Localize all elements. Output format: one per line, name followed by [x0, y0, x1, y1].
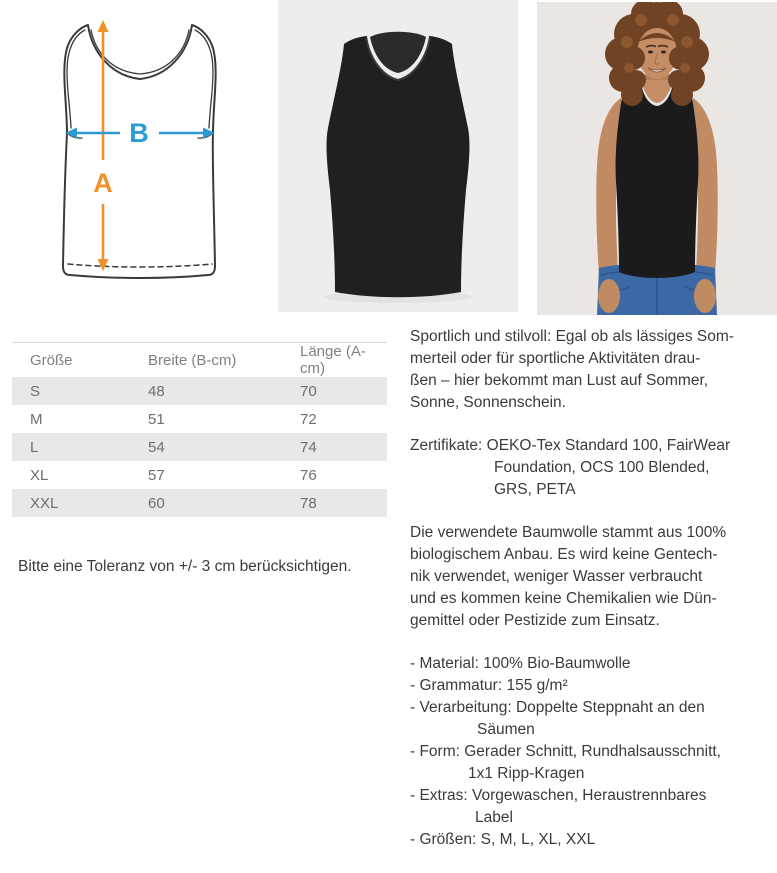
description-intro-paragraph [410, 326, 766, 414]
length-cell: 74 [300, 438, 317, 456]
list-item-continuation: Säumen [477, 721, 535, 738]
length-cell: 70 [300, 382, 317, 400]
certificates-paragraph [410, 435, 766, 501]
text-line: merteil oder für sportliche Aktivitäten drau- [410, 350, 701, 367]
width-cell: 57 [148, 466, 165, 484]
list-item-continuation: Label [475, 809, 513, 826]
size-cell: M [30, 410, 43, 428]
text-line: Zertifikate: OEKO-Tex Standard 100, FairWear [410, 437, 731, 454]
text-line: Sportlich und stilvoll: Egal ob als lässiges Som- [410, 328, 734, 345]
text-line: Sonne, Sonnenschein. [410, 394, 566, 411]
length-label: A [93, 168, 113, 198]
width-cell: 48 [148, 382, 165, 400]
size-cell: XL [30, 466, 49, 484]
text-line: nik verwendet, weniger Wasser verbraucht [410, 568, 703, 585]
table-row [12, 405, 387, 433]
list-item: - Grammatur: 155 g/m² [410, 677, 568, 694]
product-image-flat[interactable] [278, 0, 518, 312]
cotton-paragraph [410, 522, 766, 632]
list-item: - Material: 100% Bio-Baumwolle [410, 655, 631, 672]
product-image-model[interactable] [537, 2, 777, 315]
width-cell: 60 [148, 494, 165, 512]
length-cell: 72 [300, 410, 317, 428]
length-cell: 76 [300, 466, 317, 484]
list-item: - Form: Gerader Schnitt, Rundhalsausschnitt, [410, 743, 721, 760]
column-header-length: Länge (A-cm) [300, 343, 366, 377]
size-cell: L [30, 438, 39, 456]
model-tank-top [616, 84, 699, 278]
model-wearing-tank-top-image [537, 2, 777, 315]
text-line: GRS, PETA [494, 481, 576, 498]
column-header-width: Breite (B-cm) [148, 351, 237, 369]
text-line: Die verwendete Baumwolle stammt aus 100% [410, 524, 727, 541]
black-tank-top-image [278, 0, 518, 312]
list-item: - Verarbeitung: Doppelte Steppnaht an den [410, 699, 705, 716]
size-chart-table [12, 342, 387, 517]
width-cell: 54 [148, 438, 165, 456]
details-list [410, 653, 766, 851]
table-row [12, 489, 387, 517]
size-cell: S [30, 382, 41, 400]
text-line: ßen – hier bekommt man Lust auf Sommer, [410, 372, 709, 389]
text-line: gemittel oder Pestizide zum Einsatz. [410, 612, 660, 629]
list-item: - Größen: S, M, L, XL, XXL [410, 831, 596, 848]
size-diagram-illustration [22, 8, 257, 303]
width-label: B [129, 118, 149, 148]
tank-outline [63, 25, 216, 278]
text-line: biologischem Anbau. Es wird keine Gentech- [410, 546, 718, 563]
tolerance-note: Bitte eine Toleranz von +/- 3 cm berücksichtigen. [18, 558, 352, 575]
length-cell: 78 [300, 494, 317, 512]
size-cell: XXL [30, 494, 59, 512]
table-row [12, 433, 387, 461]
size-diagram [22, 8, 257, 303]
table-row [12, 377, 387, 405]
list-item: - Extras: Vorgewaschen, Heraustrennbares [410, 787, 707, 804]
width-cell: 51 [148, 410, 165, 428]
list-item-continuation: 1x1 Ripp-Kragen [468, 765, 585, 782]
column-header-size: Größe [30, 351, 73, 369]
text-line: und es kommen keine Chemikalien wie Dün- [410, 590, 717, 607]
product-description [410, 326, 766, 872]
table-row [12, 461, 387, 489]
text-line: Foundation, OCS 100 Blended, [494, 459, 710, 476]
size-chart-header-row [12, 343, 387, 378]
